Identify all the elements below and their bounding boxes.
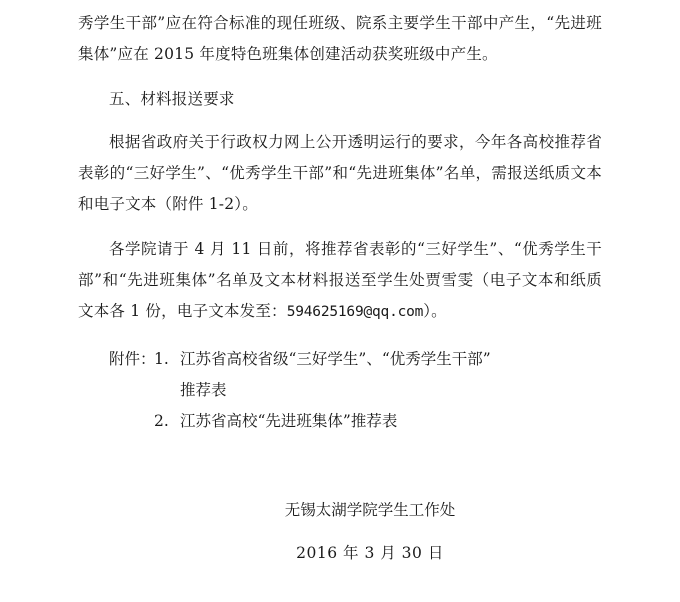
attachment-number-1: 1. — [154, 350, 169, 368]
document-date: 2016 年 3 月 30 日 — [296, 544, 444, 562]
attachment-item-2 — [154, 406, 602, 437]
attachment-number-2: 2. — [154, 412, 169, 430]
paragraph-college-submission-end: ）。 — [423, 302, 447, 320]
section-heading-five: 五、材料报送要求 — [109, 90, 235, 108]
attachment-text-1: 江苏省高校省级“三好学生”、“优秀学生干部” — [180, 350, 491, 368]
attachment-item-1 — [78, 344, 602, 375]
document-signature: 无锡太湖学院学生工作处 — [284, 501, 456, 519]
contact-email: 594625169@qq.com — [286, 304, 424, 320]
paragraph-college-submission-text: 各学院请于 4 月 11 日前，将推荐省表彰的“三好学生”、“优秀学生干部”和“先进班集体”名单及文本材料报送至学生处贾雪雯（电子文本和纸质文本各 1 份，电子文本发至： — [78, 240, 602, 320]
paragraph-continuation: 秀学生干部”应在符合标准的现任班级、院系主要学生干部中产生，“先进班集体”应在 2015 年度特色班集体创建活动获奖班级中产生。 — [78, 14, 602, 63]
attachment-label: 附件： — [109, 350, 156, 368]
attachment-text-2: 江苏省高校“先进班集体”推荐表 — [180, 412, 398, 430]
paragraph-reporting-requirements: 根据省政府关于行政权力网上公开透明运行的要求，今年各高校推荐省表彰的“三好学生”、“优秀学生干部”和“先进班集体”名单，需报送纸质文本和电子文本（附件 1-2）。 — [78, 133, 602, 213]
paragraph-college-submission — [78, 234, 602, 328]
attachment-text-1-continued: 推荐表 — [180, 381, 227, 399]
attachment-list — [78, 344, 602, 437]
